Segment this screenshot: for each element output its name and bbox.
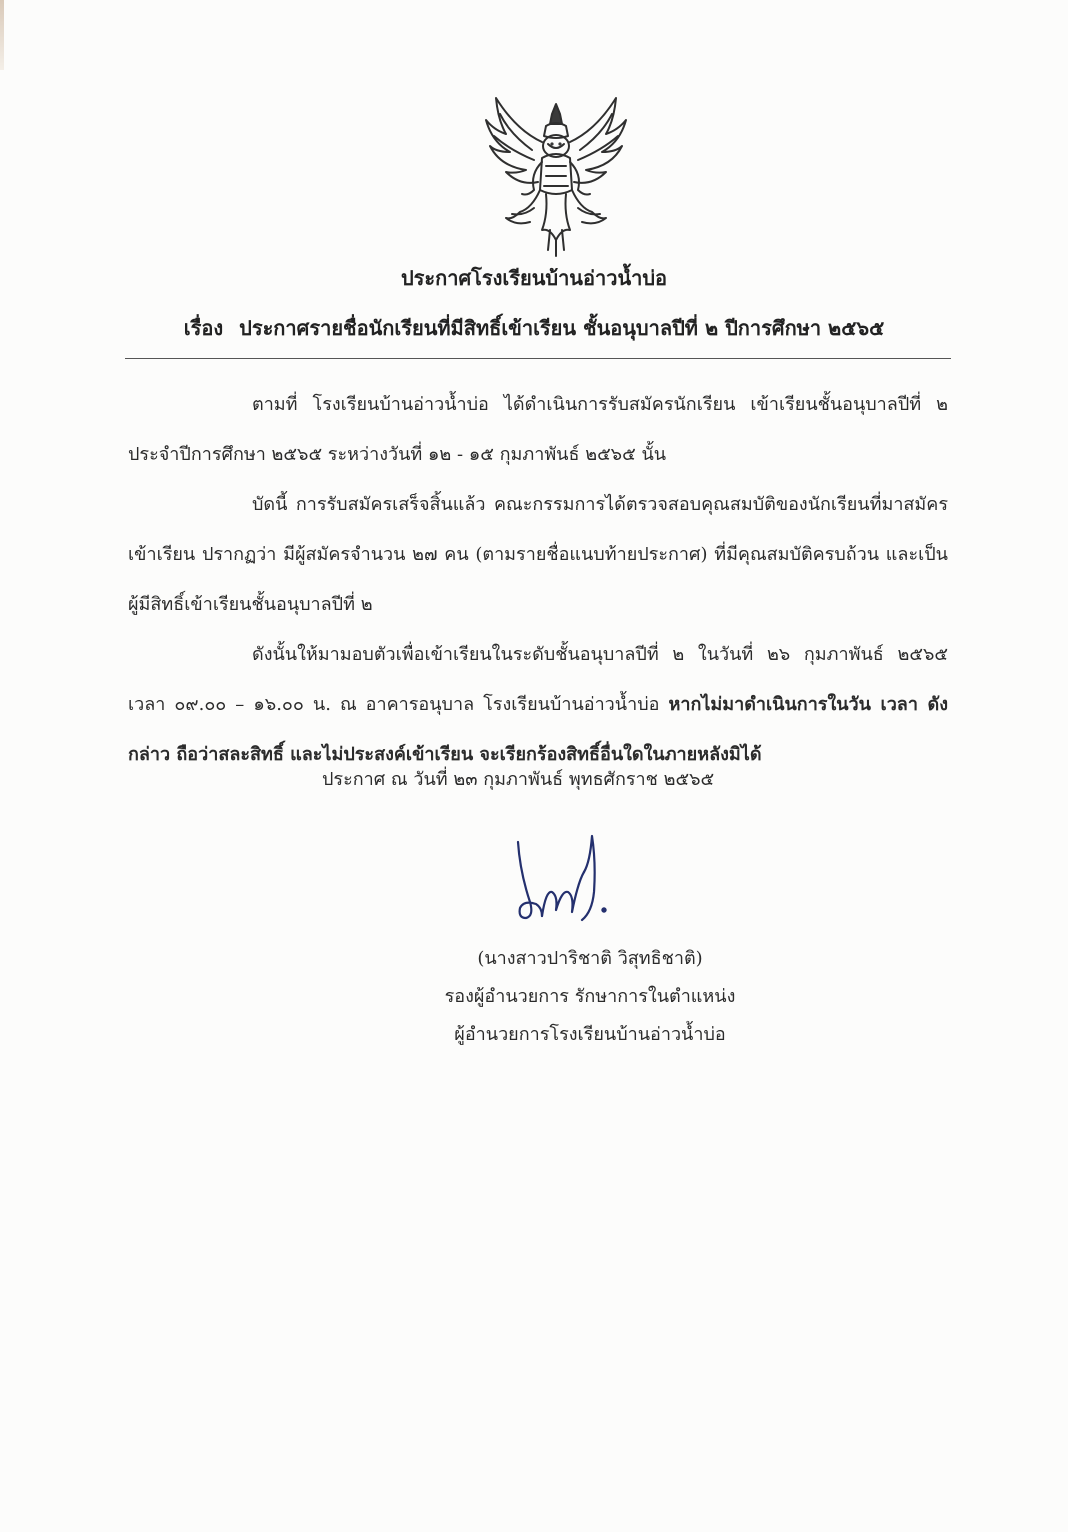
signatory-name: (นางสาวปาริชาติ วิสุทธิชาติ): [477, 948, 703, 969]
announcement-date: ประกาศ ณ วันที่ ๒๓ กุมภาพันธ์ พุทธศักราช ๒๕๖๕: [322, 769, 715, 790]
paragraph-1: ตามที่ โรงเรียนบ้านอ่าวน้ำบ่อ ได้ดำเนินการรับสมัครนักเรียน เข้าเรียนชั้นอนุบาลปีที่ ๒ ประจำปีการศึกษา ๒๕๖๕ ระหว่างวันที่ ๑๒ - ๑๕ กุมภาพันธ์ ๒๕๖๕ นั้น: [128, 394, 948, 465]
subject-text: ประกาศรายชื่อนักเรียนที่มีสิทธิ์เข้าเรียน ชั้นอนุบาลปีที่ ๒ ปีการศึกษา ๒๕๖๕: [239, 316, 885, 340]
subject-label: เรื่อง: [183, 316, 224, 340]
handwritten-signature: [512, 832, 622, 932]
signature-block: [380, 940, 800, 1054]
paragraph-3-emphasis: หากไม่มาดำเนินการในวัน เวลา ดังกล่าว ถือว่าสละสิทธิ์ และไม่ประสงค์เข้าเรียน จะเรียกร้องสิทธิ์อื่นใดในภายหลังมิได้: [128, 694, 948, 765]
paragraph-3: [128, 630, 948, 780]
announcement-title: ประกาศโรงเรียนบ้านอ่าวน้ำบ่อ: [400, 266, 668, 290]
header-divider: [125, 358, 951, 359]
paragraph-3-text: ดังนั้นให้มามอบตัวเพื่อเข้าเรียนในระดับชั้นอนุบาลปีที่ ๒ ในวันที่ ๒๖ กุมภาพันธ์ ๒๕๖๕ เวลา ๐๙.๐๐ – ๑๖.๐๐ น. ณ อาคารอนุบาล โรงเรียนบ้านอ่าวน้ำบ่อ: [128, 644, 948, 715]
page-edge-mark: [0, 0, 4, 70]
announcement-subject: [0, 312, 1068, 344]
garuda-emblem-icon: [476, 90, 636, 260]
paragraph-2: บัดนี้ การรับสมัครเสร็จสิ้นแล้ว คณะกรรมการได้ตรวจสอบคุณสมบัติของนักเรียนที่มาสมัคร เข้าเรียน ปรากฏว่า มีผู้สมัครจำนวน ๒๗ คน (ตามรายชื่อแนบท้ายประกาศ) ที่มีคุณสมบัติครบถ้วน และเป็นผู้มีสิทธิ์เข้าเรียนชั้นอนุบาลปีที่ ๒: [128, 494, 948, 615]
signatory-position-2: ผู้อำนวยการโรงเรียนบ้านอ่าวน้ำบ่อ: [454, 1024, 726, 1045]
signatory-position-1: รองผู้อำนวยการ รักษาการในตำแหน่ง: [444, 986, 736, 1007]
announcement-body: [128, 380, 948, 780]
